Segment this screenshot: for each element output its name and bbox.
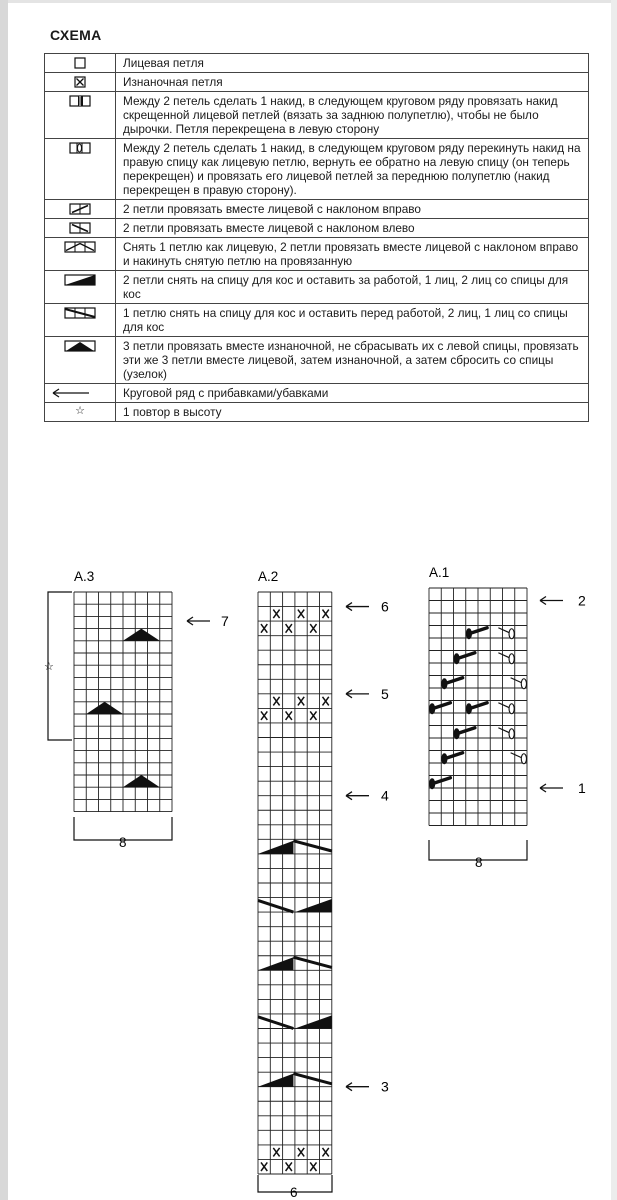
- legend-symbol-cell: [45, 384, 116, 403]
- decrease-wedge: [258, 841, 293, 854]
- chart-a3-label: A.3: [74, 569, 95, 584]
- chart-a1-label: A.1: [429, 565, 450, 580]
- purl-mark: [310, 1162, 316, 1171]
- legend-row: [45, 139, 589, 200]
- legend-text: Между 2 петель сделать 1 накид, в следующем круговом ряду перекинуть накид на правую спицу как лицевую петлю, вернуть ее обратно на левую спицу (он теперь перекрещен) и провязать его лицевой петлей за переднюю полупетлю (накид перекрещен в правую сторону).: [116, 139, 589, 200]
- chart-a1-width-label: 8: [475, 855, 483, 870]
- decrease-line: [293, 1074, 331, 1084]
- legend-row: [45, 73, 589, 92]
- chart-a3-repeat-star: ☆: [44, 660, 54, 673]
- cross-stitch-bulb: [509, 704, 514, 714]
- legend-row: [45, 337, 589, 384]
- row-arrow-label: 4: [381, 787, 389, 804]
- purl-mark: [298, 1148, 304, 1157]
- row-arrow: [346, 603, 369, 611]
- purl-mark: [273, 697, 279, 706]
- knot-mark: [123, 629, 160, 641]
- decrease-wedge: [258, 1074, 293, 1087]
- k2tog-left-icon: [69, 222, 91, 234]
- legend-symbol-cell: [45, 403, 116, 422]
- decrease-line: [258, 900, 293, 912]
- arrow-left-icon: [51, 387, 91, 399]
- purl-mark: [298, 610, 304, 619]
- knot-mark: [123, 775, 160, 787]
- chart-diagrams: [0, 540, 617, 1200]
- star-icon: ☆: [75, 405, 85, 417]
- decrease-wedge: [295, 1015, 332, 1028]
- legend-row: [45, 200, 589, 219]
- purl-mark: [286, 711, 292, 720]
- decrease-line: [293, 957, 331, 967]
- bobble-knot-icon: [64, 340, 96, 352]
- legend-text: 1 повтор в высоту: [116, 403, 589, 422]
- legend-row: [45, 271, 589, 304]
- row-arrow-label: 5: [381, 685, 389, 702]
- legend-row: [45, 238, 589, 271]
- legend-text: 2 петли провязать вместе лицевой с наклоном влево: [116, 219, 589, 238]
- legend-row: [45, 384, 589, 403]
- cross-stitch-bulb: [521, 754, 526, 764]
- purl-mark: [273, 610, 279, 619]
- chart-a1-row-arrows: [540, 593, 586, 797]
- purl-mark: [261, 624, 267, 633]
- legend-symbol-cell: [45, 271, 116, 304]
- sk2p-icon: [64, 241, 96, 253]
- row-arrow: [540, 597, 563, 605]
- legend-text: Круговой ряд с прибавками/убавками: [116, 384, 589, 403]
- legend-symbol-cell: [45, 54, 116, 73]
- legend-symbol-cell: [45, 337, 116, 384]
- legend-symbol-cell: [45, 200, 116, 219]
- legend-row: [45, 54, 589, 73]
- chart-a3-arrow-label: 7: [221, 613, 229, 629]
- row-arrow-label: 3: [381, 1078, 389, 1095]
- legend-symbol-cell: [45, 219, 116, 238]
- row-arrow: [346, 792, 369, 800]
- chart-a2-width-label: 6: [290, 1185, 298, 1200]
- chart-a1: [429, 565, 586, 870]
- cross-stitch-bulb: [509, 729, 514, 739]
- purl-mark: [298, 697, 304, 706]
- purl-mark: [261, 1162, 267, 1171]
- row-arrow: [540, 784, 563, 792]
- legend-text: 2 петли снять на спицу для кос и оставить за работой, 1 лиц, 2 лиц со спицы для кос: [116, 271, 589, 304]
- yarn-over-twisted-right-icon: [69, 142, 91, 154]
- chart-a3-row-arrow: [187, 613, 229, 629]
- decrease-line: [293, 841, 331, 851]
- row-arrow: [346, 690, 369, 698]
- purl-mark: [323, 1148, 329, 1157]
- decrease-wedge: [258, 957, 293, 970]
- decrease-wedge: [295, 899, 332, 912]
- legend-row: [45, 219, 589, 238]
- row-arrow: [346, 1083, 369, 1091]
- page-title: СХЕМА: [50, 27, 102, 43]
- legend-row: [45, 92, 589, 139]
- cross-stitch-bulb: [509, 654, 514, 664]
- legend-text: 2 петли провязать вместе лицевой с наклоном вправо: [116, 200, 589, 219]
- legend-symbol-cell: [45, 73, 116, 92]
- page-top-edge: [0, 0, 617, 3]
- legend-symbol-cell: [45, 238, 116, 271]
- row-arrow-label: 1: [578, 780, 586, 796]
- row-arrow-label: 2: [578, 592, 586, 609]
- purl-mark: [273, 1148, 279, 1157]
- yarn-over-twisted-left-icon: [69, 95, 91, 107]
- legend-row: [45, 403, 589, 422]
- k2tog-right-icon: [69, 203, 91, 215]
- cable-back-icon: [64, 274, 96, 286]
- purl-mark: [310, 624, 316, 633]
- purl-mark: [310, 711, 316, 720]
- chart-a2: [258, 569, 389, 1200]
- legend-symbol-cell: [45, 304, 116, 337]
- chart-a2-row-arrows: [346, 599, 389, 1095]
- legend-text: Лицевая петля: [116, 54, 589, 73]
- legend-text: 3 петли провязать вместе изнаночной, не сбрасывать их с левой спицы, провязать эти же 3 петли вместе лицевой, затем изнаночной, а затем сбросить со спицы (узелок): [116, 337, 589, 384]
- chart-a2-label: A.2: [258, 569, 279, 584]
- chart-a3-grid: [74, 592, 172, 812]
- legend-text: Изнаночная петля: [116, 73, 589, 92]
- purl-mark: [261, 711, 267, 720]
- purl-mark: [286, 624, 292, 633]
- purl-mark: [286, 1162, 292, 1171]
- legend-symbol-cell: [45, 139, 116, 200]
- legend-table: [44, 53, 589, 422]
- cable-front-icon: [64, 307, 96, 319]
- legend-row: [45, 304, 589, 337]
- chart-a3-width-label: 8: [119, 835, 127, 850]
- legend-text: Между 2 петель сделать 1 накид, в следующем круговом ряду провязать накид скрещенной лицевой петлей (вязать за заднюю полупетлю), чтобы не было дырочки. Петля перекрещена в левую сторону: [116, 92, 589, 139]
- legend-symbol-cell: [45, 92, 116, 139]
- legend-text: 1 петлю снять на спицу для кос и оставить перед работой, 2 лиц, 1 лиц со спицы для кос: [116, 304, 589, 337]
- decrease-line: [258, 1017, 293, 1029]
- purl-mark: [323, 697, 329, 706]
- purl-stitch-icon: [74, 76, 86, 88]
- knit-stitch-icon: [74, 57, 86, 69]
- purl-mark: [323, 610, 329, 619]
- row-arrow-label: 6: [381, 598, 389, 615]
- knot-mark: [86, 702, 123, 714]
- cross-stitch-bulb: [509, 629, 514, 639]
- chart-a3: [44, 569, 229, 850]
- legend-text: Снять 1 петлю как лицевую, 2 петли провязать вместе лицевой с наклоном вправо и накинуть снятую петлю на провязанную: [116, 238, 589, 271]
- cross-stitch-bulb: [521, 679, 526, 689]
